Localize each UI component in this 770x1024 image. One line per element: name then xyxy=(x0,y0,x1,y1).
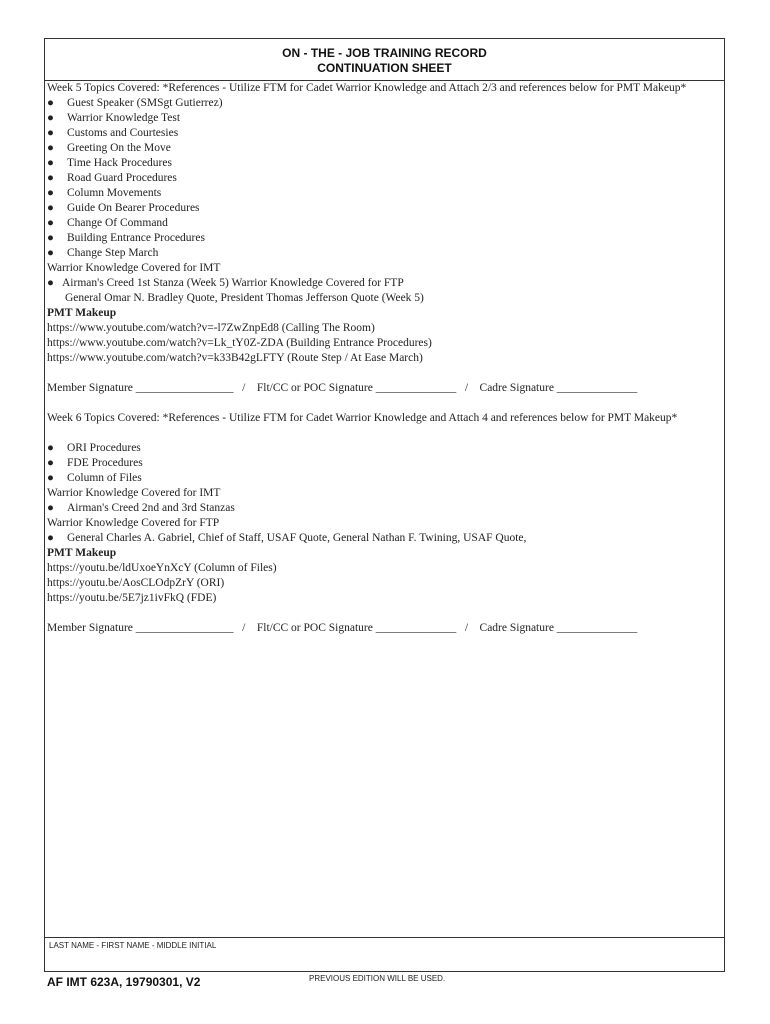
bullet-icon: ● xyxy=(47,172,54,184)
bullet-icon: ● xyxy=(47,472,54,484)
bullet-icon: ● xyxy=(47,232,54,244)
week6-heading: Week 6 Topics Covered: *References - Utilize FTM for Cadet Warrior Knowledge and Attach 4 and references below for PMT Makeup* xyxy=(47,412,678,424)
week5-pmt-label: PMT Makeup xyxy=(47,307,117,319)
form-header xyxy=(45,39,724,81)
bullet-icon: ● xyxy=(47,217,54,229)
bullet-icon: ● xyxy=(47,187,54,199)
week6-wk-ftp-item: ● General Charles A. Gabriel, Chief of Staff, USAF Quote, General Nathan F. Twining, USAF Quote, xyxy=(47,532,527,544)
week5-topic: ● Guide On Bearer Procedures xyxy=(47,202,200,214)
week6-topic: ● ORI Procedures xyxy=(47,442,141,454)
bullet-icon: ● xyxy=(47,277,54,289)
week5-topic: ● Warrior Knowledge Test xyxy=(47,112,181,124)
week5-signature-line: Member Signature _________________ / Flt/CC or POC Signature ______________ / Cadre Signature ______________ xyxy=(47,382,638,394)
bullet-icon: ● xyxy=(47,442,54,454)
week5-topic: ● Guest Speaker (SMSgt Gutierrez) xyxy=(47,97,223,109)
bullet-icon: ● xyxy=(47,202,54,214)
bullet-icon: ● xyxy=(47,97,54,109)
week6-topic: ● FDE Procedures xyxy=(47,457,143,469)
week5-wk-ftp-line: General Omar N. Bradley Quote, President Thomas Jefferson Quote (Week 5) xyxy=(65,292,424,304)
form-id: AF IMT 623A, 19790301, V2 xyxy=(47,975,201,989)
week5-topic: ● Column Movements xyxy=(47,187,162,199)
form-subtitle: CONTINUATION SHEET xyxy=(317,61,452,75)
week5-wk-imt-item: ● Airman's Creed 1st Stanza (Week 5) Warrior Knowledge Covered for FTP xyxy=(47,277,404,289)
bullet-icon: ● xyxy=(47,112,54,124)
name-field[interactable] xyxy=(45,937,724,973)
bullet-icon: ● xyxy=(47,127,54,139)
week6-wk-imt-label: Warrior Knowledge Covered for IMT xyxy=(47,487,221,499)
week5-topic: ● Road Guard Procedures xyxy=(47,172,177,184)
week6-link[interactable]: https://youtu.be/AosCLOdpZrY (ORI) xyxy=(47,577,225,589)
previous-edition-note: PREVIOUS EDITION WILL BE USED. xyxy=(309,974,446,983)
week6-wk-imt-item: ● Airman's Creed 2nd and 3rd Stanzas xyxy=(47,502,235,514)
bullet-icon: ● xyxy=(47,142,54,154)
week6-wk-ftp-label: Warrior Knowledge Covered for FTP xyxy=(47,517,220,529)
week5-topic: ● Customs and Courtesies xyxy=(47,127,179,139)
week6-signature-line: Member Signature _________________ / Flt/CC or POC Signature ______________ / Cadre Signature ______________ xyxy=(47,622,638,634)
week5-topic: ● Greeting On the Move xyxy=(47,142,171,154)
week6-topic: ● Column of Files xyxy=(47,472,142,484)
week5-topic: ● Building Entrance Procedures xyxy=(47,232,205,244)
bullet-icon: ● xyxy=(47,457,54,469)
bullet-icon: ● xyxy=(47,247,54,259)
bullet-icon: ● xyxy=(47,502,54,514)
bullet-icon: ● xyxy=(47,157,54,169)
name-field-label: LAST NAME - FIRST NAME - MIDDLE INITIAL xyxy=(49,941,217,950)
week6-link[interactable]: https://youtu.be/ldUxoeYnXcY (Column of Files) xyxy=(47,562,277,574)
week6-link[interactable]: https://youtu.be/5E7jz1ivFkQ (FDE) xyxy=(47,592,217,604)
week5-topic: ● Change Step March xyxy=(47,247,159,259)
week6-pmt-label: PMT Makeup xyxy=(47,547,117,559)
form-frame xyxy=(44,38,725,972)
week5-topic: ● Change Of Command xyxy=(47,217,168,229)
week5-heading: Week 5 Topics Covered: *References - Utilize FTM for Cadet Warrior Knowledge and Attach 2/3 and references below for PMT Makeup* xyxy=(47,82,687,94)
week5-link[interactable]: https://www.youtube.com/watch?v=k33B42gLFTY (Route Step / At Ease March) xyxy=(47,352,423,364)
week5-link[interactable]: https://www.youtube.com/watch?v=-l7ZwZnpEd8 (Calling The Room) xyxy=(47,322,375,334)
bullet-icon: ● xyxy=(47,532,54,544)
week5-wk-imt-label: Warrior Knowledge Covered for IMT xyxy=(47,262,221,274)
form-title: ON - THE - JOB TRAINING RECORD xyxy=(282,46,487,60)
week5-topic: ● Time Hack Procedures xyxy=(47,157,172,169)
week5-link[interactable]: https://www.youtube.com/watch?v=Lk_tY0Z-ZDA (Building Entrance Procedures) xyxy=(47,337,432,349)
